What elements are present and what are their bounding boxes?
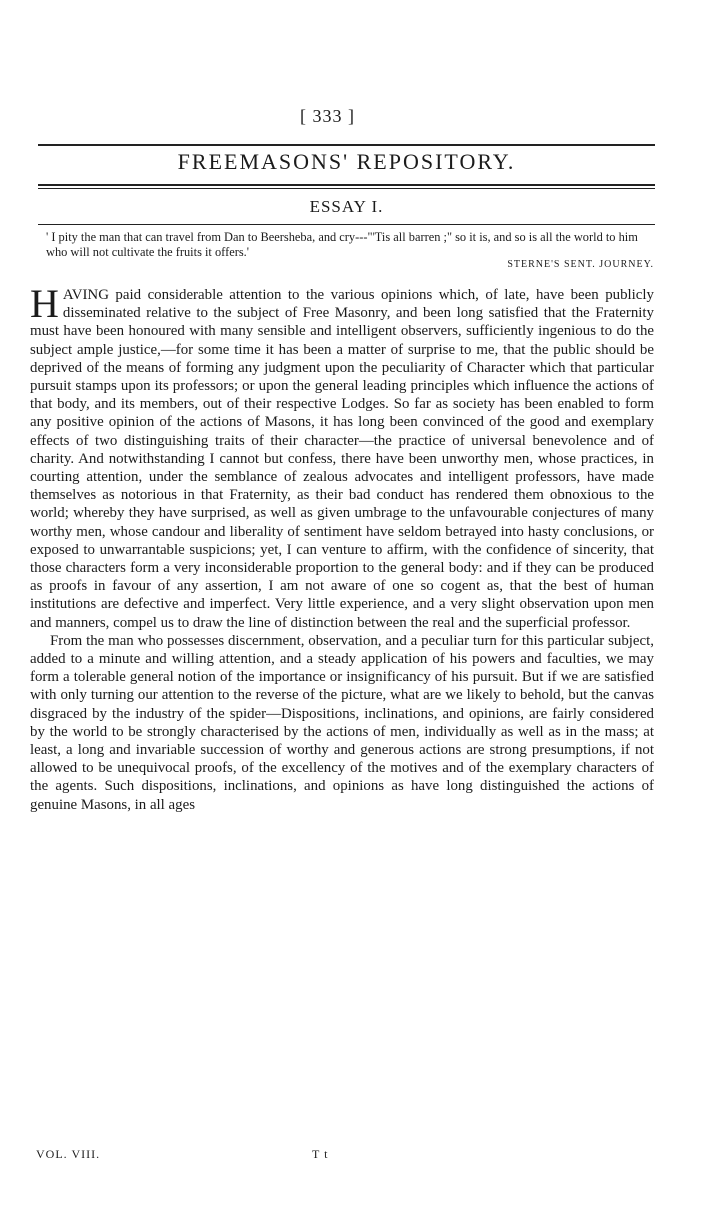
paragraph (30, 281, 654, 632)
essay-rule (38, 224, 655, 225)
epigraph-quote: ' I pity the man that can travel from Dan to Beersheba, and cry---"'Tis all barren ;" so it is, and so is all the world to him who will not cultivate the fruits it offers.' (46, 230, 638, 259)
running-title: FREEMASONS' REPOSITORY. (177, 149, 516, 174)
paragraph-text: AVING paid considerable attention to the various opinions which, of late, have been publicly disseminated relative to the subject of Free Masonry, and been long satisfied that the Fraternity must have been honoured with many sensible and intelligent observers, sufficiently ingenious to do the subject ample justice,—for some time it has been a matter of surprise to me, that the public should be deprived of the means of forming any judgment upon the peculiarity of Character which that particular pursuit stamps upon its professors; or upon the general leading principles which influence the actions of that body, and its members, out of their respective Lodges. So far as society has been enabled to form any positive opinion of the actions of Masons, it has long been convinced of the good and exemplary effects of two distinguishing traits of their character—the practice of universal benevolence and of charity. And notwithstanding I cannot but confess, there have been unworthy men, whose practices, in courting attention, under the semblance of zealous advocates and intelligent professors, have made themselves as notorious in that Fraternity, as their bad conduct has rendered them obnoxious to the world; whereby they have surprised, as well as given umbrage to the unfavourable conjectures of many worthy men, whose candour and liberality of sentiment have seldom betrayed into hasty conclusions, or exposed to unwarrantable suspicions; yet, I can venture to affirm, with the confidence of sincerity, that those characters form a very inconsiderable proportion to the general body: and if they can be produced as proofs in favour of any assertion, I am not aware of one so cogent as, that the best of human institutions are defective and imperfect. Very little experience, and a very slight observation upon men and manners, compel us to draw the line of distinction between the real and the superficial professor. (30, 287, 654, 631)
epigraph-attribution: STERNE'S SENT. JOURNEY. (507, 259, 654, 270)
essay-title: ESSAY I. (309, 197, 384, 216)
title-rule-thick (38, 184, 655, 186)
title-rule-thin (38, 188, 655, 189)
page-number: [ 333 ] (300, 106, 355, 126)
drop-cap: H (30, 281, 59, 326)
paragraph: From the man who possesses discernment, observation, and a peculiar turn for this particular subject, added to a minute and willing attention, and a steady application of his powers and faculties, we may form a tolerable general notion of the importance or insignificancy of his pursuit. But if we are satisfied with only turning our attention to the reverse of the picture, what are we likely to behold, but the canvas disgraced by the industry of the spider—Dispositions, inclinations, and opinions, are fairly considered by the world to be strongly characterised by the actions of men, individually as well as in the mass; at least, a long and invariable succession of worthy and generous actions are strong presumptions, if not allowed to be unequivocal proofs, of the excellency of the motives and of the exemplary characters of the agents. Such dispositions, inclinations, and opinions as have long distinguished the actions of genuine Masons, in all ages (30, 632, 654, 813)
footer-volume: VOL. VIII. (36, 1147, 101, 1161)
footer-signature-mark: T t (312, 1147, 329, 1161)
essay-body (30, 281, 654, 814)
header-rule (38, 144, 655, 146)
